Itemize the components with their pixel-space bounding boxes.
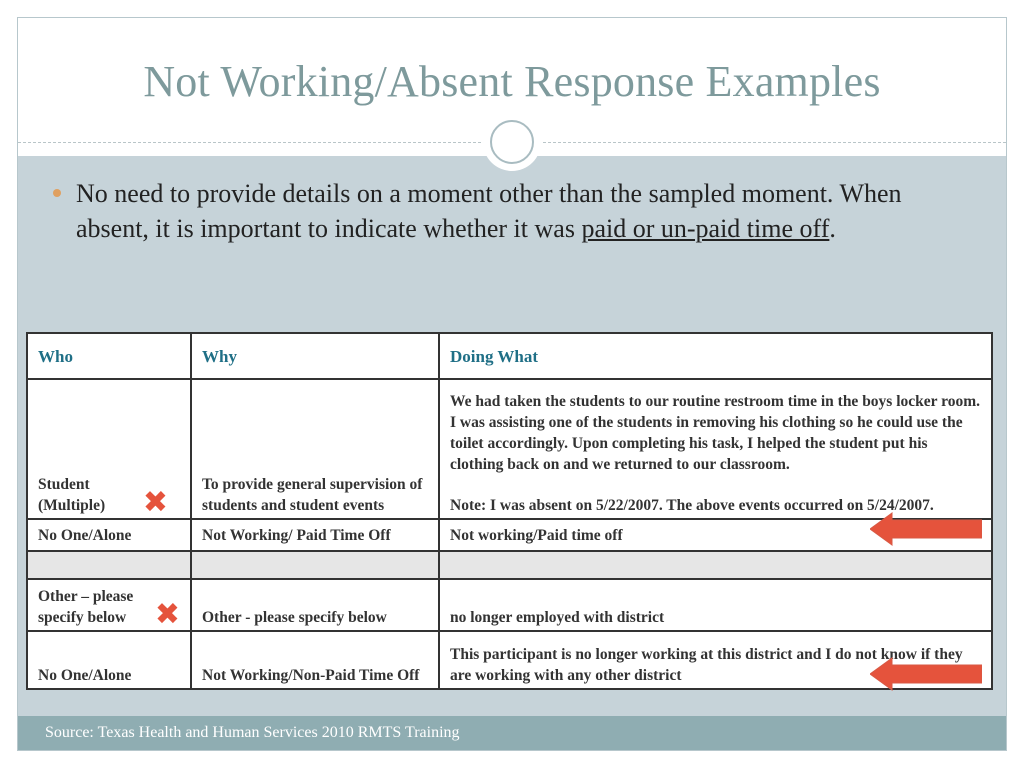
footer-bar xyxy=(18,716,1006,751)
doing-note: Note: I was absent on 5/22/2007. The above events occurred on 5/24/2007. xyxy=(450,497,934,514)
bullet-text-end: . xyxy=(829,214,836,243)
left-arrow-icon xyxy=(870,657,982,691)
cell-why: Other - please specify below xyxy=(191,579,439,631)
table-row xyxy=(27,551,992,579)
table-row xyxy=(27,519,992,551)
slide-title: Not Working/Absent Response Examples xyxy=(143,57,881,106)
cell-why: Not Working/ Paid Time Off xyxy=(191,519,439,551)
cell-doing: Not working/Paid time off xyxy=(439,519,992,551)
bullet-icon xyxy=(53,189,61,197)
x-mark-icon: ✖ xyxy=(154,597,180,632)
table-row xyxy=(27,379,992,519)
cell-why: To provide general supervision of students and student events xyxy=(191,379,439,519)
slide xyxy=(17,17,1007,751)
header-doing-what: Doing What xyxy=(439,333,992,379)
cell-who: No One/Alone xyxy=(27,631,191,689)
who-text: Student (Multiple) xyxy=(38,476,106,514)
footer-source: Source: Texas Health and Human Services 2010 RMTS Training xyxy=(45,724,460,741)
table-header-row xyxy=(27,333,992,379)
cell-who: No One/Alone xyxy=(27,519,191,551)
cell-empty xyxy=(191,551,439,579)
x-mark-icon: ✖ xyxy=(142,485,168,520)
left-arrow-icon xyxy=(870,512,982,546)
cell-who xyxy=(27,379,191,519)
who-text: Other – please specify below xyxy=(38,588,134,626)
bullet-text-main: No need to provide details on a moment other than the sampled moment. When absent, it is important to indicate whether it was xyxy=(76,179,902,243)
cell-empty xyxy=(27,551,191,579)
cell-doing xyxy=(439,379,992,519)
cell-who xyxy=(27,579,191,631)
header-who: Who xyxy=(27,333,191,379)
cell-doing: no longer employed with district xyxy=(439,579,992,631)
cell-doing: This participant is no longer working at this district and I do not know if they are working with any other district xyxy=(439,631,992,689)
doing-text: We had taken the students to our routine restroom time in the boys locker room. I was assisting one of the students in removing his clothing so he could use the toilet accordingly. Upon completing his task, I helped the student put his clothing back on and we returned to our classroom. xyxy=(450,393,981,473)
cell-why: Not Working/Non-Paid Time Off xyxy=(191,631,439,689)
table-row xyxy=(27,579,992,631)
bullet-text xyxy=(76,176,976,246)
response-table xyxy=(26,332,993,690)
cell-empty xyxy=(439,551,992,579)
divider-circle-icon xyxy=(490,120,534,164)
bullet-text-underlined: paid or un-paid time off xyxy=(581,214,830,243)
table-row xyxy=(27,631,992,689)
header-why: Why xyxy=(191,333,439,379)
